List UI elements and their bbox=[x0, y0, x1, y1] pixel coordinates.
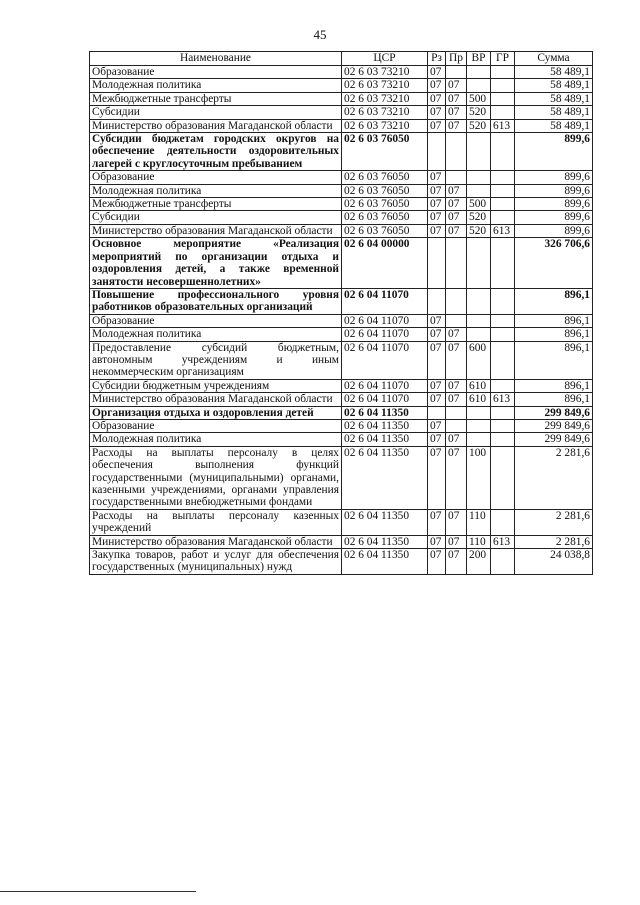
cell-pr: 07 bbox=[446, 509, 467, 535]
cell-sum: 326 706,6 bbox=[515, 238, 593, 289]
cell-csr: 02 6 03 76050 bbox=[342, 171, 428, 184]
table-row bbox=[90, 198, 593, 211]
header-sum: Сумма bbox=[515, 52, 593, 66]
cell-sum: 58 489,1 bbox=[515, 92, 593, 105]
cell-csr: 02 6 04 11070 bbox=[342, 393, 428, 406]
cell-rz: 07 bbox=[428, 393, 446, 406]
cell-gr bbox=[491, 238, 515, 289]
cell-gr bbox=[491, 419, 515, 432]
cell-name: Предоставление субсидий бюджетным, автономным учреждениям и иным некоммерческим организациям bbox=[90, 341, 342, 379]
table-row bbox=[90, 379, 593, 392]
cell-csr: 02 6 04 11350 bbox=[342, 446, 428, 509]
cell-gr bbox=[491, 211, 515, 224]
cell-csr: 02 6 03 73210 bbox=[342, 119, 428, 132]
cell-rz: 07 bbox=[428, 211, 446, 224]
table-row bbox=[90, 92, 593, 105]
cell-vr bbox=[467, 288, 491, 314]
cell-vr bbox=[467, 328, 491, 341]
header-pr: Пр bbox=[446, 52, 467, 66]
cell-sum: 896,1 bbox=[515, 314, 593, 327]
cell-vr bbox=[467, 406, 491, 419]
table-row bbox=[90, 393, 593, 406]
cell-csr: 02 6 04 11070 bbox=[342, 328, 428, 341]
cell-sum: 299 849,6 bbox=[515, 406, 593, 419]
cell-name: Субсидии bbox=[90, 211, 342, 224]
cell-vr bbox=[467, 433, 491, 446]
cell-rz: 07 bbox=[428, 171, 446, 184]
table-row bbox=[90, 211, 593, 224]
cell-rz bbox=[428, 288, 446, 314]
cell-sum: 896,1 bbox=[515, 288, 593, 314]
cell-gr bbox=[491, 509, 515, 535]
cell-rz: 07 bbox=[428, 198, 446, 211]
cell-rz: 07 bbox=[428, 92, 446, 105]
cell-gr bbox=[491, 288, 515, 314]
cell-gr: 613 bbox=[491, 224, 515, 237]
cell-gr bbox=[491, 549, 515, 575]
header-name: Наименование bbox=[90, 52, 342, 66]
cell-name: Субсидии бюджетным учреждениям bbox=[90, 379, 342, 392]
cell-name: Образование bbox=[90, 314, 342, 327]
cell-gr bbox=[491, 379, 515, 392]
page-number: 45 bbox=[313, 27, 327, 42]
cell-pr: 07 bbox=[446, 393, 467, 406]
cell-pr: 07 bbox=[446, 211, 467, 224]
cell-name: Образование bbox=[90, 419, 342, 432]
cell-pr bbox=[446, 288, 467, 314]
cell-gr bbox=[491, 341, 515, 379]
cell-pr: 07 bbox=[446, 549, 467, 575]
cell-vr: 200 bbox=[467, 549, 491, 575]
cell-gr bbox=[491, 106, 515, 119]
cell-pr: 07 bbox=[446, 433, 467, 446]
cell-sum: 58 489,1 bbox=[515, 66, 593, 79]
header-gr: ГР bbox=[491, 52, 515, 66]
cell-vr bbox=[467, 171, 491, 184]
cell-gr bbox=[491, 433, 515, 446]
cell-gr bbox=[491, 184, 515, 197]
table-row bbox=[90, 184, 593, 197]
table-row bbox=[90, 535, 593, 548]
table-row bbox=[90, 549, 593, 575]
cell-vr: 100 bbox=[467, 446, 491, 509]
cell-pr: 07 bbox=[446, 328, 467, 341]
cell-csr: 02 6 03 73210 bbox=[342, 66, 428, 79]
cell-sum: 899,6 bbox=[515, 171, 593, 184]
cell-gr bbox=[491, 133, 515, 171]
cell-gr: 613 bbox=[491, 393, 515, 406]
cell-sum: 899,6 bbox=[515, 133, 593, 171]
cell-rz: 07 bbox=[428, 433, 446, 446]
cell-gr bbox=[491, 328, 515, 341]
table-row bbox=[90, 171, 593, 184]
cell-name: Молодежная политика bbox=[90, 184, 342, 197]
cell-pr: 07 bbox=[446, 106, 467, 119]
cell-rz: 07 bbox=[428, 119, 446, 132]
cell-rz: 07 bbox=[428, 314, 446, 327]
cell-pr: 07 bbox=[446, 341, 467, 379]
cell-name: Молодежная политика bbox=[90, 79, 342, 92]
cell-csr: 02 6 03 76050 bbox=[342, 211, 428, 224]
cell-rz: 07 bbox=[428, 509, 446, 535]
cell-sum: 58 489,1 bbox=[515, 79, 593, 92]
cell-sum: 899,6 bbox=[515, 224, 593, 237]
cell-sum: 896,1 bbox=[515, 328, 593, 341]
cell-gr bbox=[491, 79, 515, 92]
cell-rz: 07 bbox=[428, 549, 446, 575]
cell-csr: 02 6 04 11070 bbox=[342, 379, 428, 392]
table-row bbox=[90, 341, 593, 379]
cell-name: Молодежная политика bbox=[90, 433, 342, 446]
cell-sum: 58 489,1 bbox=[515, 119, 593, 132]
cell-name: Министерство образования Магаданской области bbox=[90, 119, 342, 132]
cell-rz: 07 bbox=[428, 419, 446, 432]
cell-name: Расходы на выплаты персоналу казенных учреждений bbox=[90, 509, 342, 535]
cell-rz: 07 bbox=[428, 535, 446, 548]
cell-pr bbox=[446, 419, 467, 432]
table-row bbox=[90, 119, 593, 132]
cell-pr bbox=[446, 171, 467, 184]
cell-gr: 613 bbox=[491, 535, 515, 548]
table-row bbox=[90, 328, 593, 341]
cell-name: Межбюджетные трансферты bbox=[90, 198, 342, 211]
cell-sum: 299 849,6 bbox=[515, 433, 593, 446]
cell-vr: 610 bbox=[467, 379, 491, 392]
cell-csr: 02 6 03 76050 bbox=[342, 198, 428, 211]
cell-csr: 02 6 04 11350 bbox=[342, 549, 428, 575]
cell-vr: 520 bbox=[467, 224, 491, 237]
cell-name: Организация отдыха и оздоровления детей bbox=[90, 406, 342, 419]
cell-vr bbox=[467, 184, 491, 197]
cell-rz: 07 bbox=[428, 341, 446, 379]
cell-vr: 110 bbox=[467, 509, 491, 535]
cell-rz bbox=[428, 133, 446, 171]
cell-pr bbox=[446, 314, 467, 327]
table-row bbox=[90, 224, 593, 237]
cell-sum: 896,1 bbox=[515, 341, 593, 379]
cell-sum: 899,6 bbox=[515, 198, 593, 211]
cell-pr bbox=[446, 66, 467, 79]
cell-name: Повышение профессионального уровня работников образовательных организаций bbox=[90, 288, 342, 314]
cell-rz bbox=[428, 406, 446, 419]
cell-csr: 02 6 03 76050 bbox=[342, 224, 428, 237]
cell-gr bbox=[491, 66, 515, 79]
cell-name: Субсидии bbox=[90, 106, 342, 119]
cell-gr bbox=[491, 171, 515, 184]
cell-sum: 58 489,1 bbox=[515, 106, 593, 119]
cell-pr bbox=[446, 406, 467, 419]
cell-rz: 07 bbox=[428, 66, 446, 79]
cell-sum: 299 849,6 bbox=[515, 419, 593, 432]
cell-sum: 2 281,6 bbox=[515, 535, 593, 548]
cell-vr bbox=[467, 314, 491, 327]
cell-csr: 02 6 04 11070 bbox=[342, 341, 428, 379]
cell-gr bbox=[491, 314, 515, 327]
footer-rule bbox=[0, 891, 196, 892]
cell-name: Министерство образования Магаданской области bbox=[90, 224, 342, 237]
cell-csr: 02 6 03 73210 bbox=[342, 92, 428, 105]
cell-pr: 07 bbox=[446, 184, 467, 197]
cell-vr: 520 bbox=[467, 211, 491, 224]
cell-vr bbox=[467, 79, 491, 92]
cell-pr bbox=[446, 238, 467, 289]
cell-name: Министерство образования Магаданской области bbox=[90, 535, 342, 548]
table-row bbox=[90, 314, 593, 327]
cell-sum: 2 281,6 bbox=[515, 446, 593, 509]
cell-rz: 07 bbox=[428, 446, 446, 509]
cell-csr: 02 6 04 11350 bbox=[342, 535, 428, 548]
cell-name: Расходы на выплаты персоналу в целях обеспечения выполнения функций государственными (муниципальными) органами, казенными учреждениями, органами управления государственными внебюджетными фондами bbox=[90, 446, 342, 509]
cell-sum: 899,6 bbox=[515, 211, 593, 224]
cell-rz: 07 bbox=[428, 379, 446, 392]
table-row bbox=[90, 509, 593, 535]
header-csr: ЦСР bbox=[342, 52, 428, 66]
table-row bbox=[90, 238, 593, 289]
cell-csr: 02 6 04 11070 bbox=[342, 288, 428, 314]
table-row bbox=[90, 406, 593, 419]
cell-pr: 07 bbox=[446, 535, 467, 548]
cell-sum: 24 038,8 bbox=[515, 549, 593, 575]
cell-csr: 02 6 03 76050 bbox=[342, 184, 428, 197]
cell-csr: 02 6 04 11350 bbox=[342, 509, 428, 535]
table-row bbox=[90, 433, 593, 446]
cell-name: Основное мероприятие «Реализация мероприятий по организации отдыха и оздоровления детей, а также временной занятости несовершеннолетних» bbox=[90, 238, 342, 289]
cell-sum: 896,1 bbox=[515, 379, 593, 392]
cell-vr: 520 bbox=[467, 119, 491, 132]
cell-csr: 02 6 04 00000 bbox=[342, 238, 428, 289]
cell-vr bbox=[467, 133, 491, 171]
cell-rz bbox=[428, 238, 446, 289]
cell-csr: 02 6 03 73210 bbox=[342, 106, 428, 119]
cell-pr: 07 bbox=[446, 379, 467, 392]
cell-rz: 07 bbox=[428, 328, 446, 341]
cell-csr: 02 6 04 11350 bbox=[342, 419, 428, 432]
cell-pr: 07 bbox=[446, 79, 467, 92]
cell-pr: 07 bbox=[446, 92, 467, 105]
cell-name: Министерство образования Магаданской области bbox=[90, 393, 342, 406]
cell-pr: 07 bbox=[446, 119, 467, 132]
cell-name: Образование bbox=[90, 171, 342, 184]
table-row bbox=[90, 419, 593, 432]
cell-gr bbox=[491, 446, 515, 509]
table-header-row bbox=[90, 52, 593, 66]
cell-rz: 07 bbox=[428, 79, 446, 92]
table-row bbox=[90, 79, 593, 92]
cell-pr: 07 bbox=[446, 446, 467, 509]
cell-sum: 2 281,6 bbox=[515, 509, 593, 535]
cell-name: Межбюджетные трансферты bbox=[90, 92, 342, 105]
cell-csr: 02 6 04 11350 bbox=[342, 406, 428, 419]
table-row bbox=[90, 446, 593, 509]
cell-vr: 500 bbox=[467, 92, 491, 105]
cell-vr: 520 bbox=[467, 106, 491, 119]
cell-pr: 07 bbox=[446, 198, 467, 211]
cell-vr bbox=[467, 238, 491, 289]
cell-csr: 02 6 04 11070 bbox=[342, 314, 428, 327]
cell-csr: 02 6 04 11350 bbox=[342, 433, 428, 446]
cell-name: Субсидии бюджетам городских округов на обеспечение деятельности оздоровительных лагерей с круглосуточным пребыванием bbox=[90, 133, 342, 171]
cell-rz: 07 bbox=[428, 184, 446, 197]
cell-vr: 600 bbox=[467, 341, 491, 379]
cell-gr bbox=[491, 406, 515, 419]
header-vr: ВР bbox=[467, 52, 491, 66]
cell-name: Образование bbox=[90, 66, 342, 79]
cell-vr: 500 bbox=[467, 198, 491, 211]
table-body bbox=[90, 66, 593, 575]
cell-gr bbox=[491, 92, 515, 105]
cell-vr: 610 bbox=[467, 393, 491, 406]
table-row bbox=[90, 106, 593, 119]
cell-vr bbox=[467, 66, 491, 79]
cell-sum: 899,6 bbox=[515, 184, 593, 197]
cell-pr: 07 bbox=[446, 224, 467, 237]
cell-gr bbox=[491, 198, 515, 211]
cell-gr: 613 bbox=[491, 119, 515, 132]
cell-pr bbox=[446, 133, 467, 171]
table-row bbox=[90, 133, 593, 171]
cell-name: Закупка товаров, работ и услуг для обеспечения государственных (муниципальных) нужд bbox=[90, 549, 342, 575]
cell-vr bbox=[467, 419, 491, 432]
table-row bbox=[90, 288, 593, 314]
cell-name: Молодежная политика bbox=[90, 328, 342, 341]
cell-vr: 110 bbox=[467, 535, 491, 548]
cell-csr: 02 6 03 76050 bbox=[342, 133, 428, 171]
budget-table bbox=[89, 51, 593, 575]
header-rz: Рз bbox=[428, 52, 446, 66]
cell-rz: 07 bbox=[428, 224, 446, 237]
table-row bbox=[90, 66, 593, 79]
cell-sum: 896,1 bbox=[515, 393, 593, 406]
cell-rz: 07 bbox=[428, 106, 446, 119]
cell-csr: 02 6 03 73210 bbox=[342, 79, 428, 92]
